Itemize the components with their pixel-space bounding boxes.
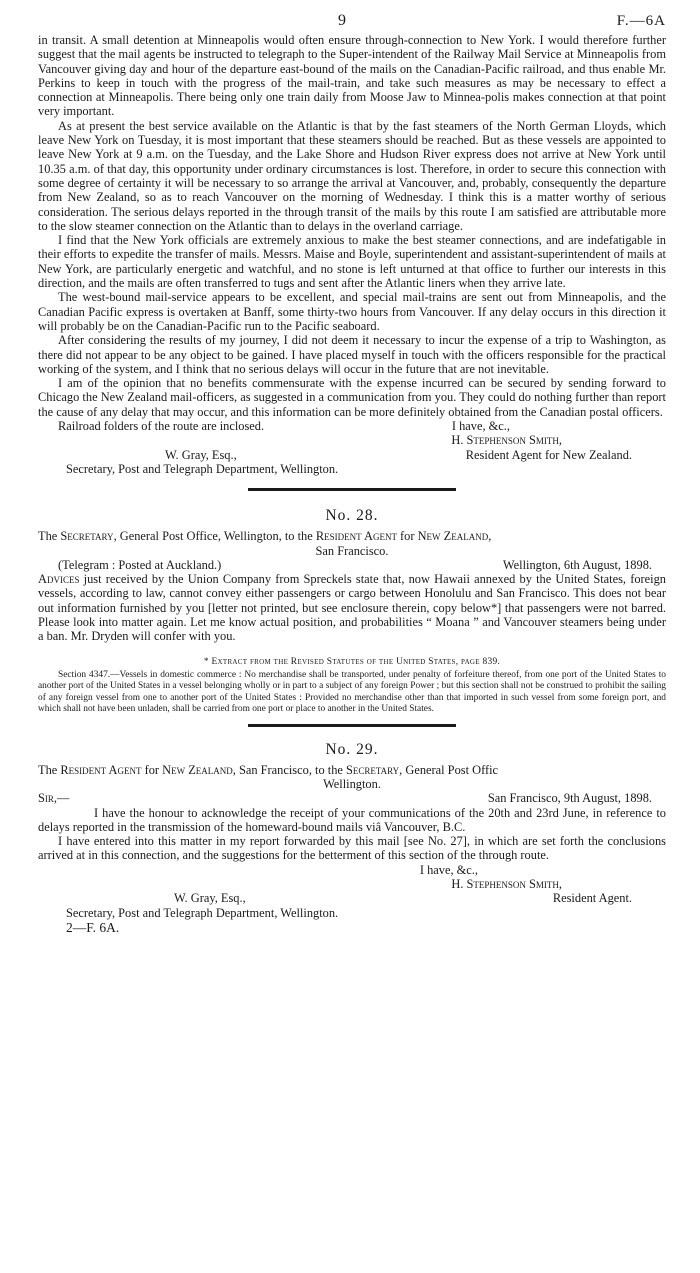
salutation-line bbox=[38, 791, 666, 805]
telegram-body: Advices just received by the Union Company from Spreckels state that, now Hawaii annexed by the United States, foreign vessels, according to law, cannot convey either passengers or cargo between Honolulu and San Francisco. This does not bear out information furnished by you [letter not printed, but see enclosure therein, copy below*] that passengers were not barred. Please look into matter again. Let me know actual position, and probabilities “ Moana ” and Vancouver steamers being under a ban. Mr. Dryden will confer with you. bbox=[38, 572, 666, 644]
footnote-body: Section 4347.—Vessels in domestic commerce : No merchandise shall be transported, under penalty of forfeiture thereof, from one port of the United States to another port of the United States in a vessel belonging wholly or in part to a subject of any foreign Power ; but this section shall not be construed to prohibit the sailing of any foreign vessel from one to another port of the United States : Provided no merchandise other than that imported in such vessel from some foreign port, and which shall not have been unladen, shall be carried from one port or place to another in the United States. bbox=[38, 669, 666, 715]
closing: I have, &c., bbox=[451, 419, 510, 434]
page-number: 9 bbox=[338, 12, 346, 29]
signatory-title: Resident Agent for New Zealand. bbox=[465, 447, 632, 462]
page-header bbox=[38, 0, 666, 34]
document-page bbox=[38, 0, 666, 935]
letter-continuation bbox=[38, 33, 666, 476]
signature-mark: 2—F. 6A. bbox=[66, 919, 120, 935]
dateline: Wellington, 6th August, 1898. bbox=[502, 557, 652, 572]
paragraph: The west-bound mail-service appears to be excellent, and special mail-trains are sent out from Minneapolis, and the Canadian Pacific express is overtaken at Banff, some thirty-two hours from Vancouver. If any delay occurs in this direction it will probably be on the Canadian-Pacific run to the Pacific seaboard. bbox=[38, 290, 666, 333]
paragraph: I have the honour to acknowledge the receipt of your communications of the 20th and 23rd June, in reference to delays reported in the transmission of the homeward-bound mails viâ Vancouver, B.C. bbox=[38, 805, 666, 834]
document-heading: The Resident Agent for New Zealand, San Francisco, to the Secretary, General Post Offic Wellington. bbox=[38, 763, 666, 792]
signatory-title: Resident Agent. bbox=[552, 891, 632, 906]
signatory: H. Stephenson Smith, bbox=[451, 876, 562, 891]
paragraph: After considering the results of my journey, I did not deem it necessary to incur the expense of a trip to Washington, as there did not appear to be any object to be gained. I have placed myself in touch with the officers responsible for the practical working of the system, and I think that no serious delays will occur in the future that are not inevitable. bbox=[38, 333, 666, 376]
addressee-title: Secretary, Post and Telegraph Department, Wellington. bbox=[66, 905, 339, 920]
footnote bbox=[38, 657, 666, 716]
heading-city: San Francisco. bbox=[315, 543, 389, 558]
signature-block bbox=[38, 863, 666, 920]
telegram-note: (Telegram : Posted at Auckland.) bbox=[58, 557, 222, 572]
heading-city: Wellington. bbox=[323, 776, 381, 791]
document-reference: F.—6A bbox=[616, 13, 666, 29]
signatory: H. Stephenson Smith, bbox=[451, 433, 562, 448]
paragraph: I find that the New York officials are extremely anxious to make the best steamer connections, and are indefatigable in their efforts to expedite the transfer of mails. Messrs. Maise and Boyle, superintendent and assistant-superintendent of mails at New York, are particularly energetic and watchful, and no stone is left unturned at that office to further our interests in this direction, and the mails are often transferred to tugs and sent after the Atlantic liners when they arrive late. bbox=[38, 233, 666, 291]
document-no-28 bbox=[38, 507, 666, 715]
section-divider bbox=[248, 724, 456, 727]
footnote-title: * Extract from the Revised Statutes of the United States, page 839. bbox=[203, 656, 501, 667]
document-number: No. 29. bbox=[325, 740, 379, 758]
paragraph: As at present the best service available on the Atlantic is that by the fast steamers of the North German Lloyds, which leave New York on Tuesday, it is most important that these steamers should be reached. But as these vessels are appointed to leave New York at 9 a.m. on the Tuesday, and the Lake Shore and Hudson River express does not arrive at New York until 10.35 a.m. of that day, this opportunity under ordinary circumstances is lost. Therefore, in order to secure this connection with some degree of certainty it will be necessary to so arrange the arrival at Vancouver, and, probably, consequently the departure from New Zealand, so as to reach Vancouver on the morning of Wednesday. I think this is a matter worthy of serious consideration. The serious delays reported in the through transit of the mails by this route I am satisfied are attributable more to the slow steamer connection on the Atlantic than to delays in the overland carriage. bbox=[38, 118, 666, 233]
dateline: San Francisco, 9th August, 1898. bbox=[487, 791, 652, 806]
document-heading: The Secretary, General Post Office, Wellington, to the Resident Agent for New Zealand, San Francisco. bbox=[38, 529, 666, 558]
addressee: W. Gray, Esq., bbox=[165, 447, 237, 462]
document-no-29 bbox=[38, 741, 666, 920]
paragraph: I have entered into this matter in my report forwarded by this mail [see No. 27], in which are set forth the conclusions arrived at in this connection, and the suggestions for the betterment of this section of the through route. bbox=[38, 834, 666, 863]
signature-block bbox=[38, 419, 666, 476]
enclosure-note: Railroad folders of the route are inclosed. bbox=[58, 419, 265, 434]
section-divider bbox=[248, 488, 456, 491]
paragraph: in transit. A small detention at Minneapolis would often ensure through-connection to New York. I would therefore further suggest that the mail agents be instructed to telegraph to the Super-intendent of the Railway Mail Service at Minneapolis from Vancouver giving day and hour of the departure east-bound of the mails on the Canadian-Pacific railroad, and thus enable Mr. Perkins to keep in touch with the progress of the mail-train, and take such measures as may be necessary to effect a connection at Minneapolis. There being only one train daily from Moose Jaw to Minnea-polis makes connection at that point very important. bbox=[38, 33, 666, 119]
addressee-title: Secretary, Post and Telegraph Department, Wellington. bbox=[66, 461, 339, 476]
closing: I have, &c., bbox=[419, 862, 478, 877]
paragraph: I am of the opinion that no benefits commensurate with the expense incurred can be secured by sending forward to Chicago the New Zealand mail-officers, as suggested in a communication from you. They could do nothing further than report the cause of any delay that may occur, and this information can be more definitely obtained from the Canadian postal officers. bbox=[38, 376, 666, 419]
salutation: Sir,— bbox=[38, 791, 70, 806]
telegram-line bbox=[38, 558, 666, 572]
addressee: W. Gray, Esq., bbox=[174, 891, 246, 906]
document-number: No. 28. bbox=[325, 507, 379, 525]
